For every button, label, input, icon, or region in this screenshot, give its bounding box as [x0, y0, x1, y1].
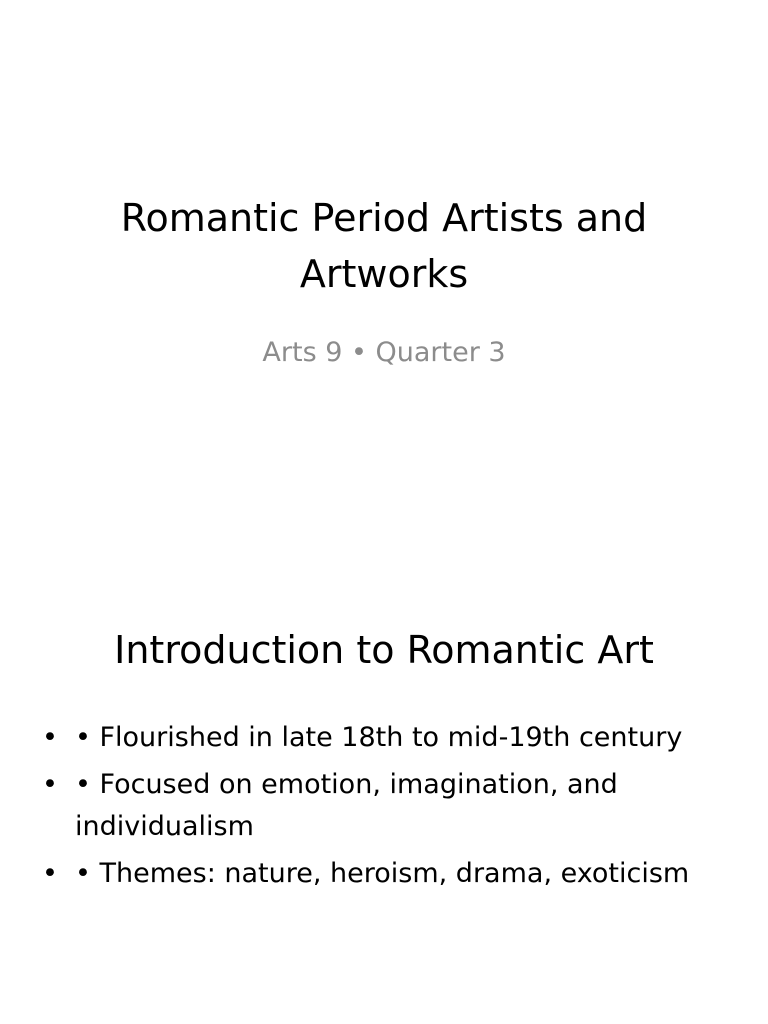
bullet-marker: • [42, 858, 58, 889]
bullet-marker: • [42, 769, 58, 800]
bullet-item [40, 717, 740, 759]
slide-subtitle: Arts 9 • Quarter 3 [262, 337, 506, 368]
slide-title: Romantic Period Artists and Artworks [120, 196, 648, 296]
bullet-list [40, 717, 740, 900]
content-slide [0, 512, 768, 1024]
bullet-text: • Themes: nature, heroism, drama, exoticism [75, 858, 690, 889]
bullet-text: • Flourished in late 18th to mid-19th century [75, 722, 683, 753]
bullet-marker: • [42, 722, 58, 753]
bullet-item [40, 853, 740, 895]
slide-title: Introduction to Romantic Art [114, 628, 654, 672]
bullet-text: • Focused on emotion, imagination, and individualism [75, 769, 618, 842]
bullet-item [40, 764, 740, 848]
